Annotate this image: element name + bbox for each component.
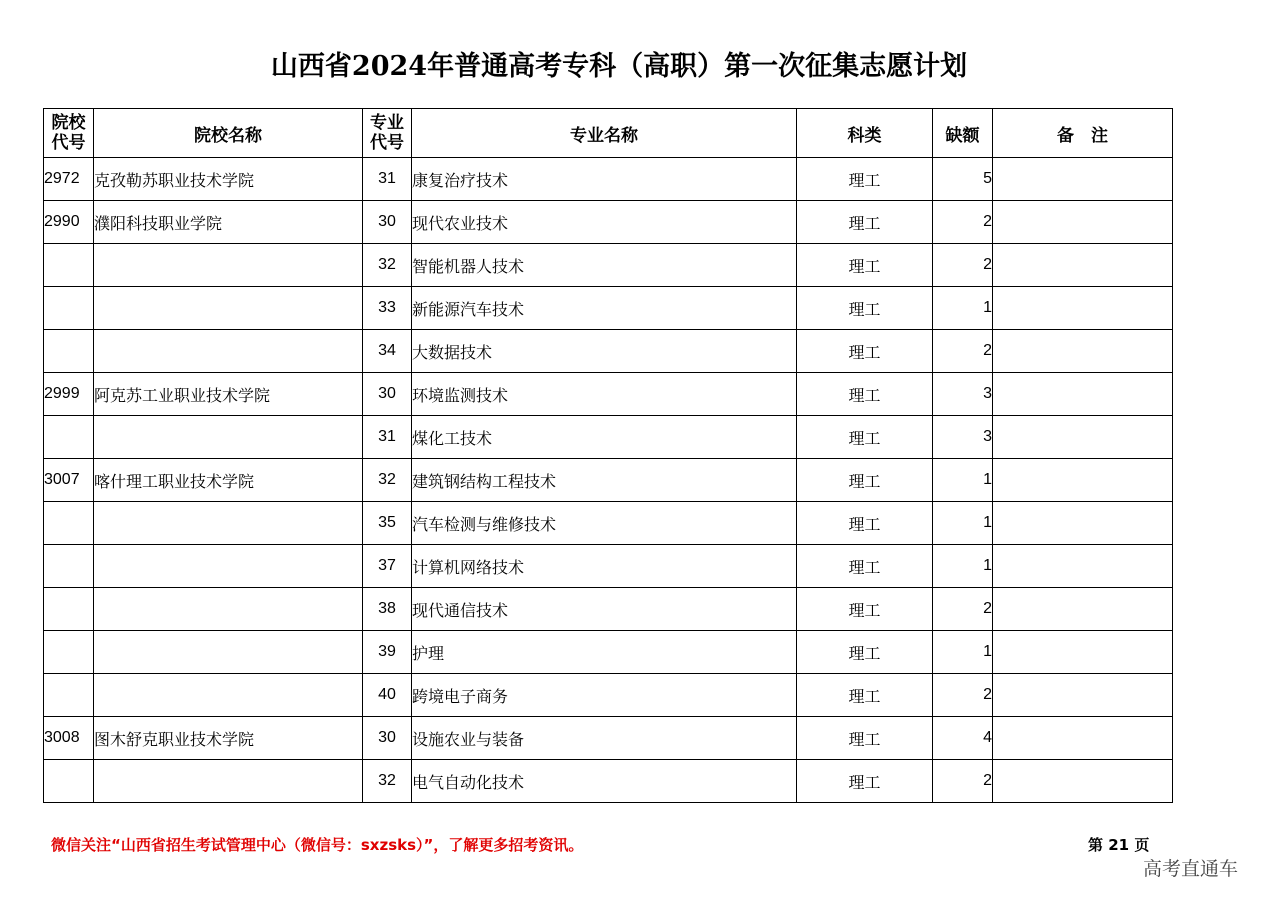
school-code-cell: 3007 [44,459,94,502]
table-header-row [44,109,1173,158]
remarks-cell [993,588,1173,631]
table-row [44,502,1173,545]
category-cell: 理工 [797,373,933,416]
vacancy-cell: 2 [933,588,993,631]
school-name-cell [94,287,363,330]
school-code-cell [44,631,94,674]
school-code-cell [44,330,94,373]
remarks-cell [993,717,1173,760]
category-cell: 理工 [797,674,933,717]
school-name-cell [94,502,363,545]
remarks-cell [993,416,1173,459]
vacancy-cell: 1 [933,502,993,545]
major-name-cell: 计算机网络技术 [412,545,797,588]
vacancy-cell: 4 [933,717,993,760]
school-code-cell: 2990 [44,201,94,244]
header-category: 科类 [797,109,933,158]
school-name-cell [94,674,363,717]
major-name-cell: 环境监测技术 [412,373,797,416]
vacancy-cell: 3 [933,373,993,416]
remarks-cell [993,631,1173,674]
table-row [44,201,1173,244]
school-name-cell: 阿克苏工业职业技术学院 [94,373,363,416]
category-cell: 理工 [797,459,933,502]
remarks-cell [993,244,1173,287]
major-code-cell: 31 [363,416,412,459]
major-name-cell: 新能源汽车技术 [412,287,797,330]
school-name-cell: 濮阳科技职业学院 [94,201,363,244]
table-row [44,459,1173,502]
page-number: 第 21 页 [1088,836,1150,854]
category-cell: 理工 [797,287,933,330]
remarks-cell [993,459,1173,502]
major-code-cell: 31 [363,158,412,201]
major-code-cell: 39 [363,631,412,674]
enrollment-plan-table [43,108,1173,803]
header-remarks: 备 注 [993,109,1173,158]
major-code-cell: 38 [363,588,412,631]
remarks-cell [993,674,1173,717]
category-cell: 理工 [797,330,933,373]
major-code-cell: 40 [363,674,412,717]
table-row [44,760,1173,803]
school-code-cell: 2972 [44,158,94,201]
remarks-cell [993,330,1173,373]
school-code-cell [44,244,94,287]
major-name-cell: 建筑钢结构工程技术 [412,459,797,502]
major-code-cell: 34 [363,330,412,373]
major-code-cell: 33 [363,287,412,330]
major-code-cell: 35 [363,502,412,545]
vacancy-cell: 5 [933,158,993,201]
wechat-footer-note: 微信关注“山西省招生考试管理中心（微信号：sxzsks）”，了解更多招考资讯。 [51,836,584,854]
major-code-cell: 32 [363,459,412,502]
remarks-cell [993,545,1173,588]
table-row [44,588,1173,631]
vacancy-cell: 2 [933,674,993,717]
category-cell: 理工 [797,588,933,631]
school-code-cell [44,416,94,459]
school-code-cell [44,674,94,717]
school-name-cell [94,760,363,803]
major-name-cell: 现代农业技术 [412,201,797,244]
vacancy-cell: 2 [933,201,993,244]
major-name-cell: 现代通信技术 [412,588,797,631]
school-code-cell [44,502,94,545]
table-row [44,244,1173,287]
header-school-name: 院校名称 [94,109,363,158]
table-row [44,330,1173,373]
table-row [44,416,1173,459]
major-code-cell: 30 [363,201,412,244]
vacancy-cell: 2 [933,760,993,803]
vacancy-cell: 1 [933,459,993,502]
major-code-cell: 37 [363,545,412,588]
school-name-cell [94,416,363,459]
major-code-cell: 32 [363,244,412,287]
major-name-cell: 康复治疗技术 [412,158,797,201]
remarks-cell [993,287,1173,330]
school-name-cell [94,588,363,631]
major-name-cell: 护理 [412,631,797,674]
category-cell: 理工 [797,760,933,803]
major-code-cell: 30 [363,373,412,416]
school-name-cell: 克孜勒苏职业技术学院 [94,158,363,201]
vacancy-cell: 2 [933,244,993,287]
table-row [44,545,1173,588]
school-code-cell [44,760,94,803]
page-title: 山西省2024年普通高考专科（高职）第一次征集志愿计划 [270,51,968,82]
category-cell: 理工 [797,545,933,588]
remarks-cell [993,502,1173,545]
table-row [44,158,1173,201]
vacancy-cell: 1 [933,545,993,588]
vacancy-cell: 1 [933,631,993,674]
vacancy-cell: 3 [933,416,993,459]
major-code-cell: 30 [363,717,412,760]
remarks-cell [993,201,1173,244]
remarks-cell [993,373,1173,416]
school-code-cell [44,287,94,330]
school-name-cell [94,244,363,287]
vacancy-cell: 1 [933,287,993,330]
category-cell: 理工 [797,631,933,674]
table-row [44,373,1173,416]
school-name-cell: 图木舒克职业技术学院 [94,717,363,760]
school-name-cell [94,330,363,373]
school-code-cell: 2999 [44,373,94,416]
header-major-code: 专业 代号 [363,109,412,158]
school-name-cell [94,545,363,588]
vacancy-cell: 2 [933,330,993,373]
watermark: 高考直通车 [1143,858,1239,880]
major-name-cell: 设施农业与装备 [412,717,797,760]
major-name-cell: 煤化工技术 [412,416,797,459]
header-vacancy: 缺额 [933,109,993,158]
major-name-cell: 汽车检测与维修技术 [412,502,797,545]
category-cell: 理工 [797,502,933,545]
header-major-name: 专业名称 [412,109,797,158]
school-name-cell: 喀什理工职业技术学院 [94,459,363,502]
remarks-cell [993,760,1173,803]
major-name-cell: 电气自动化技术 [412,760,797,803]
school-code-cell [44,545,94,588]
header-school-code: 院校 代号 [44,109,94,158]
school-name-cell [94,631,363,674]
table-row [44,287,1173,330]
major-name-cell: 智能机器人技术 [412,244,797,287]
major-name-cell: 跨境电子商务 [412,674,797,717]
table-row [44,674,1173,717]
remarks-cell [993,158,1173,201]
table-row [44,717,1173,760]
category-cell: 理工 [797,717,933,760]
category-cell: 理工 [797,201,933,244]
school-code-cell: 3008 [44,717,94,760]
major-code-cell: 32 [363,760,412,803]
school-code-cell [44,588,94,631]
category-cell: 理工 [797,244,933,287]
table-row [44,631,1173,674]
category-cell: 理工 [797,158,933,201]
category-cell: 理工 [797,416,933,459]
major-name-cell: 大数据技术 [412,330,797,373]
